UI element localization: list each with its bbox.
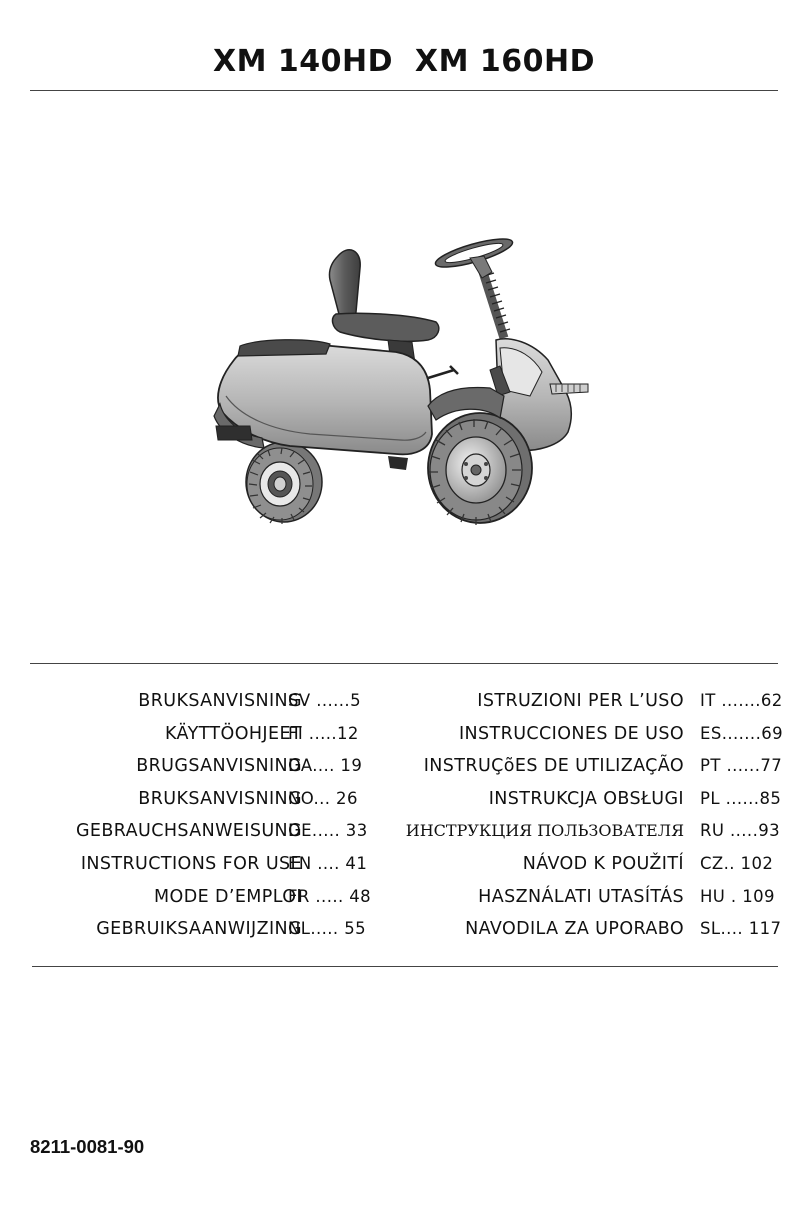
part-number: 8211-0081-90 xyxy=(30,1136,145,1157)
language-name: NAVODILA ZA UPORABO xyxy=(465,919,684,940)
language-name: INSTRUÇõES DE UTILIZAÇÃO xyxy=(423,756,684,777)
language-page: PL ......85 xyxy=(700,788,782,808)
list-item[interactable] xyxy=(30,753,376,786)
list-item[interactable] xyxy=(390,688,783,721)
language-name: INSTRUCTIONS FOR USE xyxy=(80,853,302,874)
list-item[interactable] xyxy=(390,818,780,851)
language-name: HASZNÁLATI UTASÍTÁS xyxy=(478,886,684,907)
list-item[interactable] xyxy=(30,688,376,721)
language-page: ES.......69 xyxy=(700,723,784,743)
language-page: NO... 26 xyxy=(288,788,358,808)
list-item[interactable] xyxy=(30,818,376,851)
language-page: RU .....93 xyxy=(700,821,781,841)
rear-wheel-icon xyxy=(246,442,322,524)
list-item[interactable] xyxy=(390,884,780,917)
contents-left xyxy=(30,688,376,949)
list-item[interactable] xyxy=(390,786,780,819)
language-name: MODE D’EMPLOI xyxy=(154,886,302,907)
bottom-rule xyxy=(32,966,778,967)
language-name: BRUKSANVISNING xyxy=(138,788,302,809)
language-page: SL.... 117 xyxy=(700,919,782,939)
language-name: KÄYTTÖOHJEET xyxy=(164,723,302,744)
list-item[interactable] xyxy=(390,851,780,884)
language-page: PT ......77 xyxy=(700,756,783,776)
language-page: NL..... 55 xyxy=(288,919,367,939)
language-page: DA.... 19 xyxy=(288,756,363,776)
language-name: INSTRUCCIONES DE USO xyxy=(459,723,684,744)
language-name: NÁVOD K POUŽITÍ xyxy=(522,853,684,874)
language-name: BRUKSANVISNING xyxy=(138,691,302,711)
language-page: EN .... 41 xyxy=(288,853,368,873)
language-page: DE..... 33 xyxy=(288,821,368,841)
language-page: IT .......62 xyxy=(700,691,783,710)
language-name: ISTRUZIONI PER L’USO xyxy=(477,691,684,711)
list-item[interactable] xyxy=(390,916,780,949)
language-name: ИНСТРУКЦИЯ ПОЛЬЗОВАТЕЛЯ xyxy=(405,821,684,841)
steering-wheel-icon xyxy=(433,233,515,278)
language-page: FR ..... 48 xyxy=(288,886,372,906)
language-name: INSTRUKCJA OBSŁUGI xyxy=(488,788,684,809)
document-title: XM 140HD XM 160HD xyxy=(212,44,595,79)
list-item[interactable] xyxy=(390,721,784,754)
language-page: SV ......5 xyxy=(288,691,361,710)
list-item[interactable] xyxy=(30,851,376,884)
front-wheel-icon xyxy=(428,413,532,525)
list-item[interactable] xyxy=(390,753,783,786)
language-page: HU . 109 xyxy=(700,886,775,906)
middle-rule xyxy=(30,663,778,664)
contents-right xyxy=(390,688,784,949)
riding-mower-illustration xyxy=(200,220,600,530)
list-item[interactable] xyxy=(30,916,376,949)
steering-column xyxy=(483,272,510,338)
language-name: GEBRUIKSAANWIJZING xyxy=(96,919,302,940)
language-page: CZ.. 102 xyxy=(700,853,774,873)
top-rule xyxy=(30,90,778,91)
language-name: BRUGSANVISNING xyxy=(136,756,302,777)
language-page: FI .....12 xyxy=(288,723,359,743)
list-item[interactable] xyxy=(30,884,376,917)
list-item[interactable] xyxy=(30,721,376,754)
list-item[interactable] xyxy=(30,786,376,819)
language-name: GEBRAUCHSANWEISUNG xyxy=(75,821,302,842)
